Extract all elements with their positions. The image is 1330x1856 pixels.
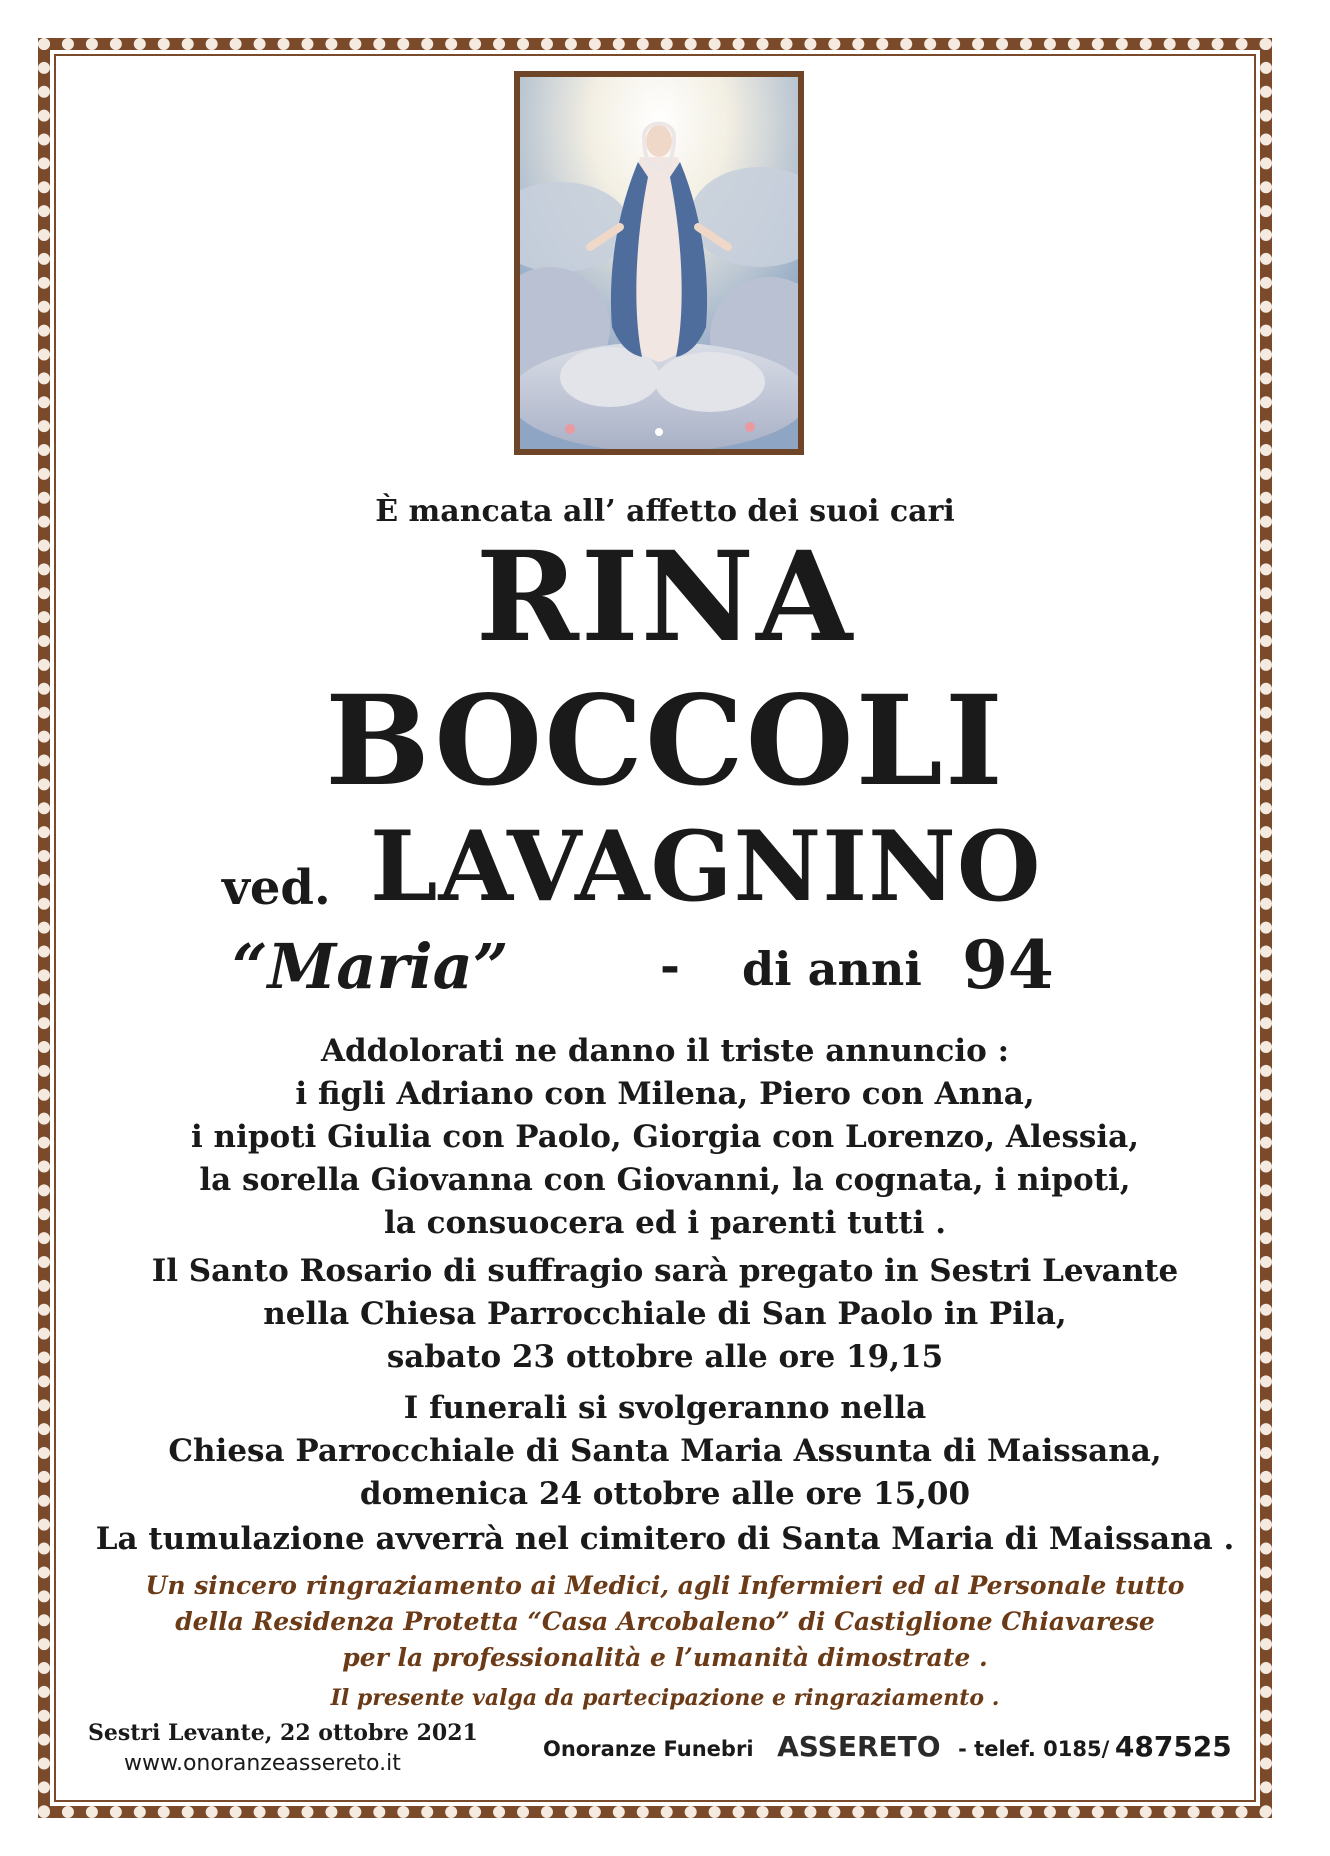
widow-prefix: ved.: [222, 860, 331, 916]
phone-number: 487525: [1114, 1730, 1232, 1763]
thanks-line: della Residenza Protetta “Casa Arcobaleno” di Castiglione Chiavarese: [175, 1607, 1155, 1636]
funeral-line: domenica 24 ottobre alle ore 15,00: [359, 1476, 971, 1512]
thanks-block: [0, 1568, 1330, 1716]
nickname-age-row: [0, 926, 1330, 1010]
rosary-line: nella Chiesa Parrocchiale di San Paolo in Pila,: [263, 1296, 1067, 1332]
rosary-line: Il Santo Rosario di suffragio sarà pregato in Sestri Levante: [151, 1253, 1179, 1289]
intro-line: È mancata all’ affetto dei suoi cari: [375, 494, 955, 529]
age-value: 94: [962, 926, 1054, 1004]
announcement-line: Addolorati ne danno il triste annuncio :: [320, 1033, 1010, 1069]
announcement-line: la sorella Giovanna con Giovanni, la cognata, i nipoti,: [199, 1162, 1131, 1198]
burial-line: La tumulazione avverrà nel cimitero di Santa Maria di Maissana .: [95, 1521, 1235, 1557]
announcement-line: i figli Adriano con Milena, Piero con Anna,: [295, 1076, 1035, 1112]
place-date: Sestri Levante, 22 ottobre 2021: [88, 1720, 478, 1746]
married-name-row: [0, 810, 1330, 923]
married-surname: LAVAGNINO: [370, 810, 1042, 923]
age-label: di anni: [742, 942, 922, 996]
rosary-line: sabato 23 ottobre alle ore 19,15: [386, 1339, 944, 1375]
thanks-line: per la professionalità e l’umanità dimostrate .: [342, 1643, 988, 1672]
agency-name: ASSERETO: [777, 1730, 941, 1763]
nickname: “Maria”: [232, 930, 509, 1003]
deceased-surname: BOCCOLI: [325, 669, 1005, 814]
agency-contact: [543, 1730, 1232, 1763]
madonna-illustration: [520, 77, 798, 449]
deceased-first-name: RINA: [475, 525, 855, 670]
phone-prefix: - telef. 0185/: [958, 1737, 1110, 1761]
agency-prefix: Onoranze Funebri: [543, 1737, 754, 1761]
announcement-block: [0, 1030, 1330, 1245]
separator-dash: -: [660, 938, 680, 994]
madonna-holy-image: [514, 71, 804, 455]
announcement-line: la consuocera ed i parenti tutti .: [383, 1205, 947, 1241]
closing-line: Il presente valga da partecipazione e ringraziamento .: [330, 1685, 1000, 1711]
rosary-block: [0, 1250, 1330, 1379]
funeral-line: Chiesa Parrocchiale di Santa Maria Assunta di Maissana,: [168, 1433, 1162, 1469]
website-text: www.onoranzeassereto.it: [124, 1751, 401, 1776]
funeral-line: I funerali si svolgeranno nella: [403, 1390, 927, 1426]
announcement-line: i nipoti Giulia con Paolo, Giorgia con Lorenzo, Alessia,: [190, 1119, 1140, 1155]
thanks-line: Un sincero ringraziamento ai Medici, agli Infermieri ed al Personale tutto: [145, 1571, 1185, 1600]
funeral-block: [0, 1387, 1330, 1516]
